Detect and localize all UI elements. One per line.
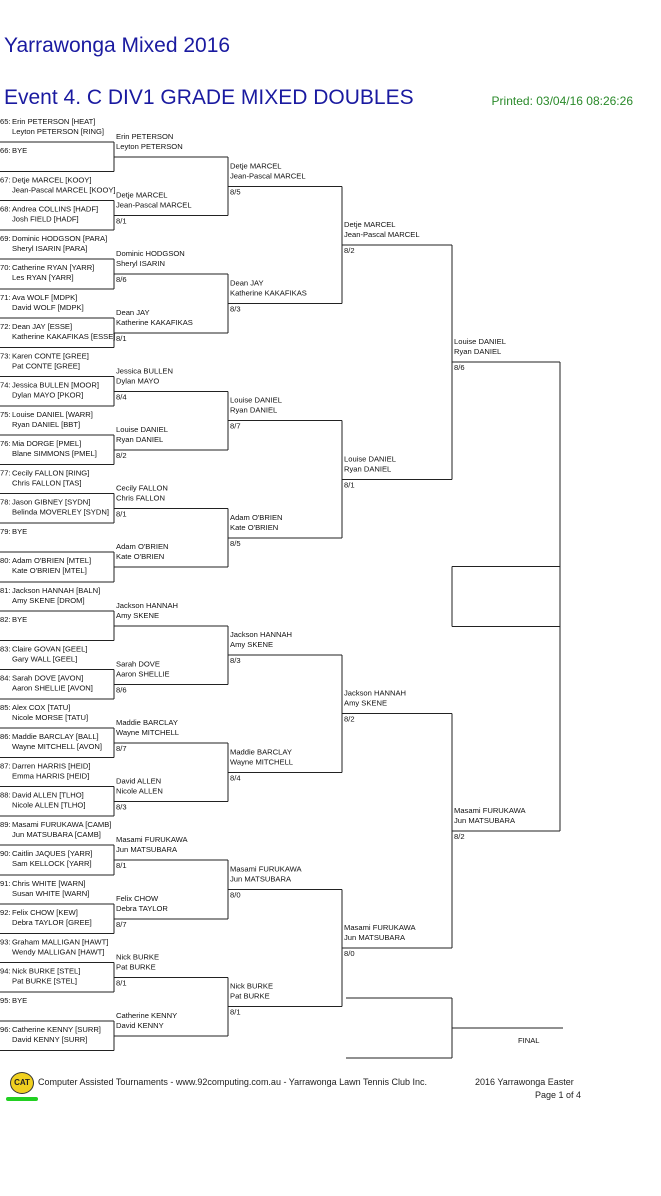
draw-entry-player1: Jason GIBNEY [SYDN] bbox=[12, 497, 91, 507]
round-score: 8/4 bbox=[230, 773, 241, 783]
draw-entry-number: 90: bbox=[0, 849, 11, 859]
draw-entry-player1: Sarah DOVE [AVON] bbox=[12, 673, 84, 683]
round-score: 8/2 bbox=[116, 451, 127, 460]
round-winner-player1: Erin PETERSON bbox=[116, 132, 174, 141]
draw-entry-player2: Emma HARRIS [HEID] bbox=[12, 771, 90, 781]
draw-entry-player2: Josh FIELD [HADF] bbox=[12, 214, 79, 224]
draw-entry-player2: Susan WHITE [WARN] bbox=[12, 888, 90, 898]
round-winner-player2: Jun MATSUBARA bbox=[230, 874, 292, 884]
draw-entry-number: 76: bbox=[0, 439, 11, 448]
round-winner-player2: Jun MATSUBARA bbox=[344, 933, 406, 943]
round-score: 8/6 bbox=[116, 275, 127, 285]
round-winner-player1: Louise DANIEL bbox=[230, 395, 282, 405]
footer-event: 2016 Yarrawonga Easter bbox=[475, 1077, 574, 1087]
round-score: 8/1 bbox=[230, 1007, 241, 1017]
round-winner-player2: Amy SKENE bbox=[344, 698, 388, 708]
round-score: 8/7 bbox=[116, 744, 127, 753]
round-winner-player2: Katherine KAKAFIKAS bbox=[230, 288, 307, 298]
round-winner-player2: Sheryl ISARIN bbox=[116, 259, 165, 269]
round-winner-player2: Pat BURKE bbox=[230, 991, 270, 1001]
draw-entry-number: 65: bbox=[0, 117, 11, 126]
draw-entry-number: 85: bbox=[0, 703, 11, 712]
draw-entry-player1: Jackson HANNAH [BALN] bbox=[12, 585, 101, 595]
round-winner-player1: Felix CHOW bbox=[116, 893, 159, 903]
draw-entry-player2: Pat CONTE [GREE] bbox=[12, 361, 80, 371]
draw-entry-player2: Blane SIMMONS [PMEL] bbox=[12, 449, 97, 458]
draw-entry-number: 87: bbox=[0, 761, 11, 771]
draw-entry-number: 86: bbox=[0, 732, 11, 741]
round-winner-player2: Amy SKENE bbox=[230, 640, 274, 650]
draw-entry-player1: Detje MARCEL [KOOY] bbox=[12, 175, 92, 185]
round-winner-player1: Masami FURUKAWA bbox=[230, 864, 302, 874]
draw-entry-player1: Claire GOVAN [GEEL] bbox=[12, 644, 88, 654]
round-winner-player2: Nicole ALLEN bbox=[116, 786, 163, 796]
round-score: 8/1 bbox=[116, 216, 127, 226]
round-winner-player1: Sarah DOVE bbox=[116, 659, 160, 669]
draw-entry-player1: BYE bbox=[12, 527, 28, 537]
round-score: 8/1 bbox=[116, 978, 127, 988]
draw-entry-number: 82: bbox=[0, 614, 11, 624]
cat-logo-underline bbox=[6, 1097, 38, 1101]
round-score: 8/0 bbox=[344, 949, 355, 959]
round-winner-player2: Aaron SHELLIE bbox=[116, 669, 170, 679]
draw-entry-player1: BYE bbox=[12, 614, 28, 624]
draw-entry-player2: Debra TAYLOR [GREE] bbox=[12, 917, 92, 927]
round-winner-player1: Louise DANIEL bbox=[344, 454, 396, 464]
round-score: 8/3 bbox=[230, 304, 241, 314]
draw-entry-player2: Jean-Pascal MARCEL [KOOY] bbox=[12, 185, 116, 195]
draw-entry-player2: Sheryl ISARIN [PARA] bbox=[12, 244, 88, 254]
round-score: 8/1 bbox=[116, 333, 127, 343]
tournament-title: Yarrawonga Mixed 2016 bbox=[4, 34, 231, 57]
round-winner-player2: Pat BURKE bbox=[116, 962, 156, 972]
draw-entry-number: 67: bbox=[0, 175, 11, 185]
draw-entry-number: 94: bbox=[0, 966, 11, 976]
round-winner-player2: Katherine KAKAFIKAS bbox=[116, 317, 193, 327]
draw-entry-number: 66: bbox=[0, 146, 11, 155]
round-winner-player1: Masami FURUKAWA bbox=[344, 923, 416, 933]
draw-entry-player2: Wayne MITCHELL [AVON] bbox=[12, 742, 103, 751]
round-winner-player2: Kate O'BRIEN bbox=[116, 552, 165, 562]
draw-entry-player1: Chris WHITE [WARN] bbox=[12, 878, 86, 888]
draw-entry-player1: Maddie BARCLAY [BALL] bbox=[12, 732, 99, 741]
draw-entry-number: 68: bbox=[0, 204, 11, 214]
round-winner-player1: Catherine KENNY bbox=[116, 1011, 178, 1020]
draw-entry-number: 79: bbox=[0, 527, 11, 537]
round-score: 8/0 bbox=[230, 890, 241, 900]
draw-entry-player2: Amy SKENE [DROM] bbox=[12, 595, 85, 605]
draw-entry-number: 73: bbox=[0, 351, 11, 361]
round-winner-player2: David KENNY bbox=[116, 1021, 164, 1030]
draw-entry-number: 92: bbox=[0, 907, 11, 917]
draw-entry-player1: Erin PETERSON [HEAT] bbox=[12, 117, 96, 126]
round-winner-player1: Jackson HANNAH bbox=[344, 688, 407, 698]
draw-entry-number: 80: bbox=[0, 556, 11, 566]
round-winner-player1: Maddie BARCLAY bbox=[116, 718, 178, 727]
draw-entry-number: 69: bbox=[0, 234, 11, 244]
draw-entry-number: 75: bbox=[0, 410, 11, 419]
draw-entry-player2: David KENNY [SURR] bbox=[12, 1035, 88, 1044]
round-winner-player1: Detje MARCEL bbox=[344, 219, 396, 229]
round-winner-player1: Louise DANIEL bbox=[116, 425, 168, 434]
draw-entry-player1: Felix CHOW [KEW] bbox=[12, 907, 78, 917]
draw-entry-number: 72: bbox=[0, 321, 11, 331]
draw-entry-player2: Belinda MOVERLEY [SYDN] bbox=[12, 507, 109, 517]
round-score: 8/2 bbox=[344, 245, 355, 255]
round-winner-player1: Dominic HODGSON bbox=[116, 249, 185, 259]
draw-entry-number: 96: bbox=[0, 1025, 11, 1034]
round-winner-player2: Kate O'BRIEN bbox=[230, 522, 279, 532]
round-score: 8/3 bbox=[230, 656, 241, 666]
round-winner-player1: David ALLEN bbox=[116, 776, 162, 786]
round-score: 8/7 bbox=[230, 421, 241, 431]
draw-entry-player1: Adam O'BRIEN [MTEL] bbox=[12, 556, 92, 566]
round-winner-player2: Ryan DANIEL bbox=[116, 435, 164, 444]
draw-entry-player1: Alex COX [TATU] bbox=[12, 703, 71, 712]
draw-entry-player1: Catherine KENNY [SURR] bbox=[12, 1025, 101, 1034]
draw-entry-player1: Dominic HODGSON [PARA] bbox=[12, 234, 108, 244]
round-winner-player2: Jun MATSUBARA bbox=[116, 845, 178, 855]
draw-entry-player1: Graham MALLIGAN [HAWT] bbox=[12, 937, 109, 947]
draw-entry-player1: BYE bbox=[12, 146, 28, 155]
round-winner-player1: Maddie BARCLAY bbox=[230, 747, 292, 757]
draw-entry-player2: Les RYAN [YARR] bbox=[12, 273, 74, 283]
round-score: 8/6 bbox=[454, 363, 465, 373]
round-winner-player1: Nick BURKE bbox=[116, 952, 160, 962]
round-winner-player2: Ryan DANIEL bbox=[454, 347, 502, 357]
round-score: 8/2 bbox=[344, 714, 355, 724]
draw-entry-player1: Nick BURKE [STEL] bbox=[12, 966, 81, 976]
round-score: 8/5 bbox=[230, 187, 241, 197]
round-winner-player1: Adam O'BRIEN bbox=[230, 512, 283, 522]
draw-entry-number: 83: bbox=[0, 644, 11, 654]
round-winner-player1: Adam O'BRIEN bbox=[116, 542, 169, 552]
draw-entry-player1: Cecily FALLON [RING] bbox=[12, 468, 90, 478]
draw-entry-player1: Darren HARRIS [HEID] bbox=[12, 761, 91, 771]
round-winner-player2: Jean-Pascal MARCEL bbox=[344, 229, 420, 239]
footer-credit: Computer Assisted Tournaments - www.92computing.com.au - Yarrawonga Lawn Tennis Club Inc. bbox=[38, 1077, 428, 1087]
round-winner-player1: Dean JAY bbox=[230, 278, 264, 288]
draw-entry-player1: Andrea COLLINS [HADF] bbox=[12, 204, 99, 214]
draw-entry-player1: Karen CONTE [GREE] bbox=[12, 351, 89, 361]
round-score: 8/1 bbox=[116, 861, 127, 871]
printed-timestamp: Printed: 03/04/16 08:26:26 bbox=[491, 94, 633, 108]
round-winner-player1: Masami FURUKAWA bbox=[454, 805, 526, 815]
round-winner-player1: Jessica BULLEN bbox=[116, 366, 173, 376]
round-score: 8/4 bbox=[116, 392, 127, 402]
draw-entry-player2: Katherine KAKAFIKAS [ESSE] bbox=[12, 331, 116, 341]
round-winner-player2: Wayne MITCHELL bbox=[116, 728, 180, 737]
draw-entry-player2: Sam KELLOCK [YARR] bbox=[12, 859, 92, 869]
round-winner-player2: Jean-Pascal MARCEL bbox=[116, 200, 192, 210]
round-winner-player1: Louise DANIEL bbox=[454, 337, 506, 347]
draw-entry-player1: David ALLEN [TLHO] bbox=[12, 790, 84, 800]
round-score: 8/7 bbox=[116, 919, 127, 929]
draw-entry-number: 78: bbox=[0, 497, 11, 507]
round-winner-player2: Leyton PETERSON bbox=[116, 142, 183, 151]
round-winner-player1: Cecily FALLON bbox=[116, 483, 168, 493]
draw-entry-player1: Masami FURUKAWA [CAMB] bbox=[12, 820, 112, 830]
draw-entry-number: 77: bbox=[0, 468, 11, 478]
draw-entry-player1: Jessica BULLEN [MOOR] bbox=[12, 380, 99, 390]
round-winner-player2: Ryan DANIEL bbox=[344, 464, 392, 474]
draw-entry-player1: BYE bbox=[12, 996, 28, 1005]
round-winner-player1: Jackson HANNAH bbox=[230, 630, 293, 640]
draw-entry-player2: Jun MATSUBARA [CAMB] bbox=[12, 830, 101, 840]
draw-entry-player2: Pat BURKE [STEL] bbox=[12, 976, 77, 986]
draw-entry-player2: Nicole ALLEN [TLHO] bbox=[12, 800, 86, 810]
round-winner-player2: Wayne MITCHELL bbox=[230, 757, 294, 767]
round-score: 8/1 bbox=[116, 509, 127, 519]
draw-entry-number: 91: bbox=[0, 878, 11, 888]
draw-entry-number: 88: bbox=[0, 790, 11, 800]
round-winner-player1: Masami FURUKAWA bbox=[116, 835, 188, 845]
draw-entry-player2: Chris FALLON [TAS] bbox=[12, 478, 82, 488]
draw-entry-number: 84: bbox=[0, 673, 11, 683]
draw-entry-number: 81: bbox=[0, 585, 11, 595]
draw-entry-player2: David WOLF [MDPK] bbox=[12, 302, 84, 312]
draw-entry-player2: Aaron SHELLIE [AVON] bbox=[12, 683, 93, 693]
draw-entry-player1: Louise DANIEL [WARR] bbox=[12, 410, 93, 419]
draw-entry-player2: Ryan DANIEL [BBT] bbox=[12, 420, 81, 429]
round-winner-player2: Ryan DANIEL bbox=[230, 405, 278, 415]
draw-entry-player2: Nicole MORSE [TATU] bbox=[12, 713, 89, 722]
round-winner-player1: Dean JAY bbox=[116, 307, 150, 317]
draw-entry-number: 71: bbox=[0, 292, 11, 302]
round-score: 8/2 bbox=[454, 831, 465, 841]
round-winner-player2: Chris FALLON bbox=[116, 493, 165, 503]
draw-entry-number: 93: bbox=[0, 937, 11, 947]
cat-logo: CAT bbox=[10, 1072, 34, 1094]
draw-entry-player2: Leyton PETERSON [RING] bbox=[12, 127, 104, 136]
draw-entry-number: 95: bbox=[0, 996, 11, 1005]
round-winner-player1: Detje MARCEL bbox=[230, 161, 282, 171]
draw-entry-player1: Caitlin JAQUES [YARR] bbox=[12, 849, 93, 859]
round-score: 8/1 bbox=[344, 480, 355, 490]
draw-entry-number: 74: bbox=[0, 380, 11, 390]
draw-entry-number: 89: bbox=[0, 820, 11, 830]
round-winner-player1: Jackson HANNAH bbox=[116, 600, 179, 610]
draw-entry-number: 70: bbox=[0, 263, 11, 273]
round-score: 8/6 bbox=[116, 685, 127, 695]
final-label: FINAL bbox=[518, 1036, 540, 1045]
draw-entry-player1: Mia DORGE [PMEL] bbox=[12, 439, 82, 448]
round-winner-player1: Nick BURKE bbox=[230, 981, 274, 991]
event-title: Event 4. C DIV1 GRADE MIXED DOUBLES bbox=[4, 86, 414, 109]
round-score: 8/3 bbox=[116, 802, 127, 812]
draw-entry-player1: Ava WOLF [MDPK] bbox=[12, 292, 78, 302]
round-score: 8/5 bbox=[230, 538, 241, 548]
draw-entry-player2: Kate O'BRIEN [MTEL] bbox=[12, 566, 87, 576]
round-winner-player1: Detje MARCEL bbox=[116, 190, 168, 200]
round-winner-player2: Debra TAYLOR bbox=[116, 903, 168, 913]
draw-entry-player2: Gary WALL [GEEL] bbox=[12, 654, 78, 664]
round-winner-player2: Jean-Pascal MARCEL bbox=[230, 171, 306, 181]
draw-entry-player1: Dean JAY [ESSE] bbox=[12, 321, 73, 331]
footer-page: Page 1 of 4 bbox=[535, 1090, 582, 1100]
round-winner-player2: Jun MATSUBARA bbox=[454, 815, 516, 825]
draw-entry-player2: Wendy MALLIGAN [HAWT] bbox=[12, 947, 105, 957]
round-winner-player2: Dylan MAYO bbox=[116, 376, 160, 386]
draw-entry-player1: Catherine RYAN [YARR] bbox=[12, 263, 95, 273]
draw-entry-player2: Dylan MAYO [PKOR] bbox=[12, 390, 84, 400]
round-winner-player2: Amy SKENE bbox=[116, 610, 160, 620]
